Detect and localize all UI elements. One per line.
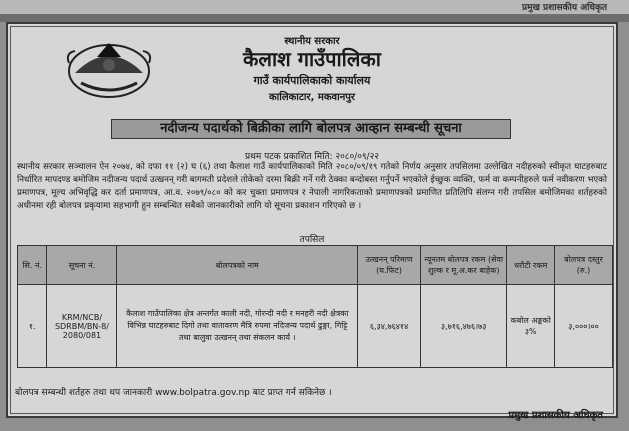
- previous-footer-text: प्रमुख प्रशासकीय अधिकृत: [521, 3, 607, 13]
- table-header-row: [18, 246, 613, 285]
- notice-inner-border: [10, 26, 614, 421]
- col-notice-no: सूचना नं.: [47, 246, 117, 285]
- col-min-amount: न्यूनतम बोलपत्र रकम (सेवा शुल्क र मू.अ.कर बाहेक): [421, 246, 507, 285]
- cell-sn: १.: [18, 285, 47, 368]
- signature-title: प्रमुख प्रशासकीय अधिकृत: [508, 410, 603, 421]
- government-label: स्थानीय सरकार: [284, 36, 340, 47]
- cell-bid-name: कैलाश गाउँपालिका क्षेत्र अन्तर्गत काली नदी, गोरन्दी नदी र मनहरी नदी क्षेत्रका विभिन्न घाटहरुबाट दिगो तथा वातावरण मैत्रि रुपमा नदिजन्य पदार्थ ढुङ्गा, गिट्टि तथा बालुवा उत्खनन् तथा संकलन कार्य ।: [117, 285, 358, 368]
- col-sn: सि. नं.: [18, 246, 47, 285]
- cell-deposit: कबोल अङ्कको ३%: [507, 285, 555, 368]
- cell-notice-no: KRM/NCB/ SDRBM/BN-8/ 2080/081: [47, 285, 117, 368]
- cell-min-amount: ३,७१६,४७६।७३: [421, 285, 507, 368]
- office-name: गाउँ कार्यपालिकाको कार्यालय: [253, 74, 371, 87]
- cell-quantity: ६,३४,७६४१४: [358, 285, 421, 368]
- col-bid-name: बोलपत्रको नाम: [117, 246, 358, 285]
- col-deposit: धरौटी रकम: [507, 246, 555, 285]
- notice-body: स्थानीय सरकार सञ्चालन ऐन २०७४, को दफा ११ (२) घ (६) तथा कैलाश गाउँ कार्यपालिकाको मिति २०८०/०९/१९ गतेको निर्णय अनुसार तपसिलमा उल्लेखित नदीहरुको स्वीकृत घाटहरुबाट निर्धारित मापदण्ड बमोजिम नदीजन्य पदार्थ उत्खनन् गरी बागमती प्रदेशले तोकेको दरमा बिक्री गर्ने गरी ठेक्का बन्दोबस्त गर्नुपर्ने भएकोले ईच्छुक व्यक्ति, फर्म वा कम्पनीहरुले फर्म नवीकरण भएको प्रमाणपत्र, मूल्य अभिवृद्धि कर दर्ता प्रमाणपत्र, आ.व. २०७९/०८० को कर चुक्ता प्रमाणपत्र र नेपाली नागरिकताको प्रमाणपत्रको प्रमाणित प्रतिलिपि संलग्न गरी तपसिल बमोजिमका शर्तहरुको अधीनमा रही बोलपत्र प्रकृयामा सहभागी हुन सम्बन्धित सबैको जानकारीको लागि यो सूचना प्रकाशन गरिएको छ ।: [17, 162, 607, 211]
- bid-table: [17, 245, 613, 368]
- notice-card: [6, 22, 618, 421]
- bolpatra-note: बोलपत्र सम्बन्धी शर्तहरु तथा थप जानकारी www.bolpatra.gov.np बाट प्राप्त गर्न सकिनेछ ।: [15, 388, 332, 398]
- municipality-name: कैलाश गाउँपालिका: [243, 47, 381, 71]
- publish-date: प्रथम पटक प्रकाशित मिति: २०८०/०९/२२: [245, 152, 379, 162]
- schedule-title: तपसिल: [299, 235, 325, 245]
- cell-fee: ३,०००।००: [555, 285, 613, 368]
- office-address: कालिकाटार, मकवानपुर: [268, 92, 356, 103]
- page-gap: [0, 14, 629, 22]
- col-fee: बोलपत्र दस्तुर (रु.): [555, 246, 613, 285]
- table-row: [18, 285, 613, 368]
- col-quantity: उत्खनन् परिमाण (घ.फिट): [358, 246, 421, 285]
- notice-title-banner: नदीजन्य पदार्थको बिक्रीका लागि बोलपत्र आव्हान सम्बन्धी सूचना: [111, 119, 511, 139]
- previous-notice-strip: [0, 0, 629, 14]
